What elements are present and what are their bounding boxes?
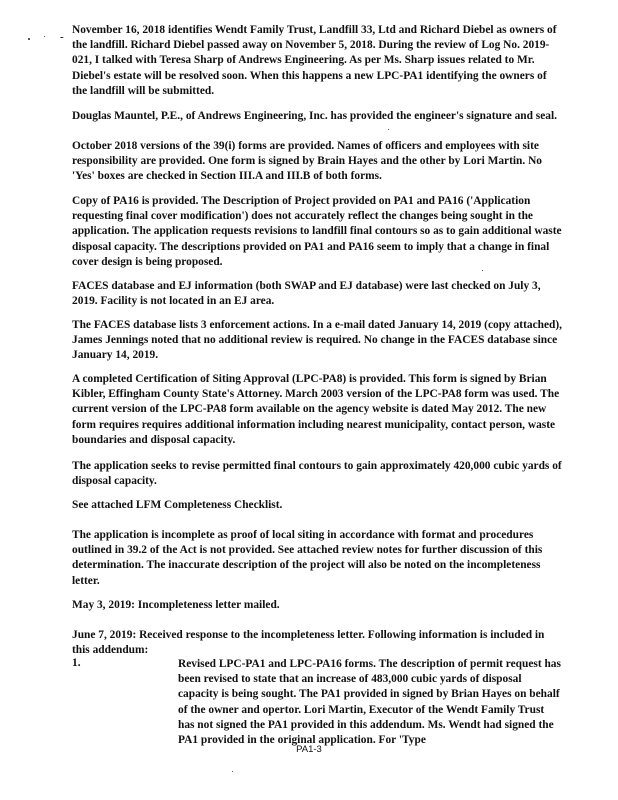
paragraph-siting: A completed Certification of Siting Approval (LPC-PA8) is provided. This form is signed by Brian Kibler, Effingham County State's Attorney. March 2003 version of the LPC-PA8 form was used. The current version of the LPC-PA8 form available on the agency website is dated May 2012. The new form requires requires additional information including nearest municipality, contact person, waste boundaries and disposal capacity. <box>72 373 560 446</box>
paragraph-engineer-seal: Douglas Mauntel, P.E., of Andrews Engineering, Inc. has provided the engineer's signature and seal. <box>72 110 558 122</box>
scan-speck <box>28 38 30 40</box>
list-item-text: Revised LPC-PA1 and LPC-PA16 forms. The description of permit request has been revised to state that an increase of 483,000 cubic yards of disposal capacity is being sought. The PA1 provided in signed by Brian Hayes on behalf of the owner and opertor. Lori Martin, Executor of the Wendt Family Trust has not signed the PA1 provided in this addendum. Ms. Wendt had signed the PA1 provided in the original application. For 'Type <box>178 658 561 747</box>
paragraph-enforcement: The FACES database lists 3 enforcement actions. In a e-mail dated January 14, 2019 (copy attached), James Jennings noted that no additional review is required. No change in the FACES database since January 14, 2019. <box>72 319 562 362</box>
scan-speck <box>232 771 233 772</box>
paragraph-response: June 7, 2019: Received response to the incompleteness letter. Following information is included in this addendum: <box>72 629 545 657</box>
paragraph-pa16: Copy of PA16 is provided. The Description of Project provided on PA1 and PA16 ('Application requesting final cover modification') does not accurately reflect the changes being sought in the application. The application requests revisions to landfill final contours so as to gain additional waste disposal capacity. The descriptions provided on PA1 and PA16 seem to imply that a change in final cover design is being proposed. <box>72 195 562 268</box>
paragraph-capacity: The application seeks to revise permitted final contours to gain approximately 420,000 cubic yards of disposal capacity. <box>72 460 562 488</box>
paragraph-incomplete: The application is incomplete as proof of local siting in accordance with format and procedures outlined in 39.2 of the Act is not provided. See attached review notes for further discussion of this determination. The inaccurate description of the project will also be noted on the incompleteness letter. <box>72 529 543 587</box>
scan-speck <box>388 129 389 130</box>
paragraph-ownership: November 16, 2018 identifies Wendt Family Trust, Landfill 33, Ltd and Richard Diebel as owners of the landfill. Richard Diebel passed away on November 5, 2018. During the review of Log No. 2019-021, I talked with Teresa Sharp of Andrews Engineering. As per Ms. Sharp issues related to Mr. Diebel's estate will be resolved soon. When this happens a new LPC-PA1 identifying the owners of the landfill will be submitted. <box>72 24 557 97</box>
list-item-number: 1. <box>72 657 81 669</box>
scan-speck <box>482 270 483 271</box>
paragraph-checklist: See attached LFM Completeness Checklist. <box>72 499 283 511</box>
scan-speck <box>44 36 45 37</box>
paragraph-letter-mailed: May 3, 2019: Incompleteness letter mailed. <box>72 599 280 611</box>
paragraph-faces-ej: FACES database and EJ information (both SWAP and EJ database) were last checked on July 3, 2019. Facility is not located in an EJ area. <box>72 280 541 308</box>
page-footer: PA1-3 <box>296 744 322 755</box>
paragraph-39i-forms: October 2018 versions of the 39(i) forms are provided. Names of officers and employees with site responsibility are provided. One form is signed by Brain Hayes and the other by Lori Martin. No 'Yes' boxes are checked in Section III.A and III.B of both forms. <box>72 140 542 183</box>
bullet-mark: - <box>60 31 64 43</box>
